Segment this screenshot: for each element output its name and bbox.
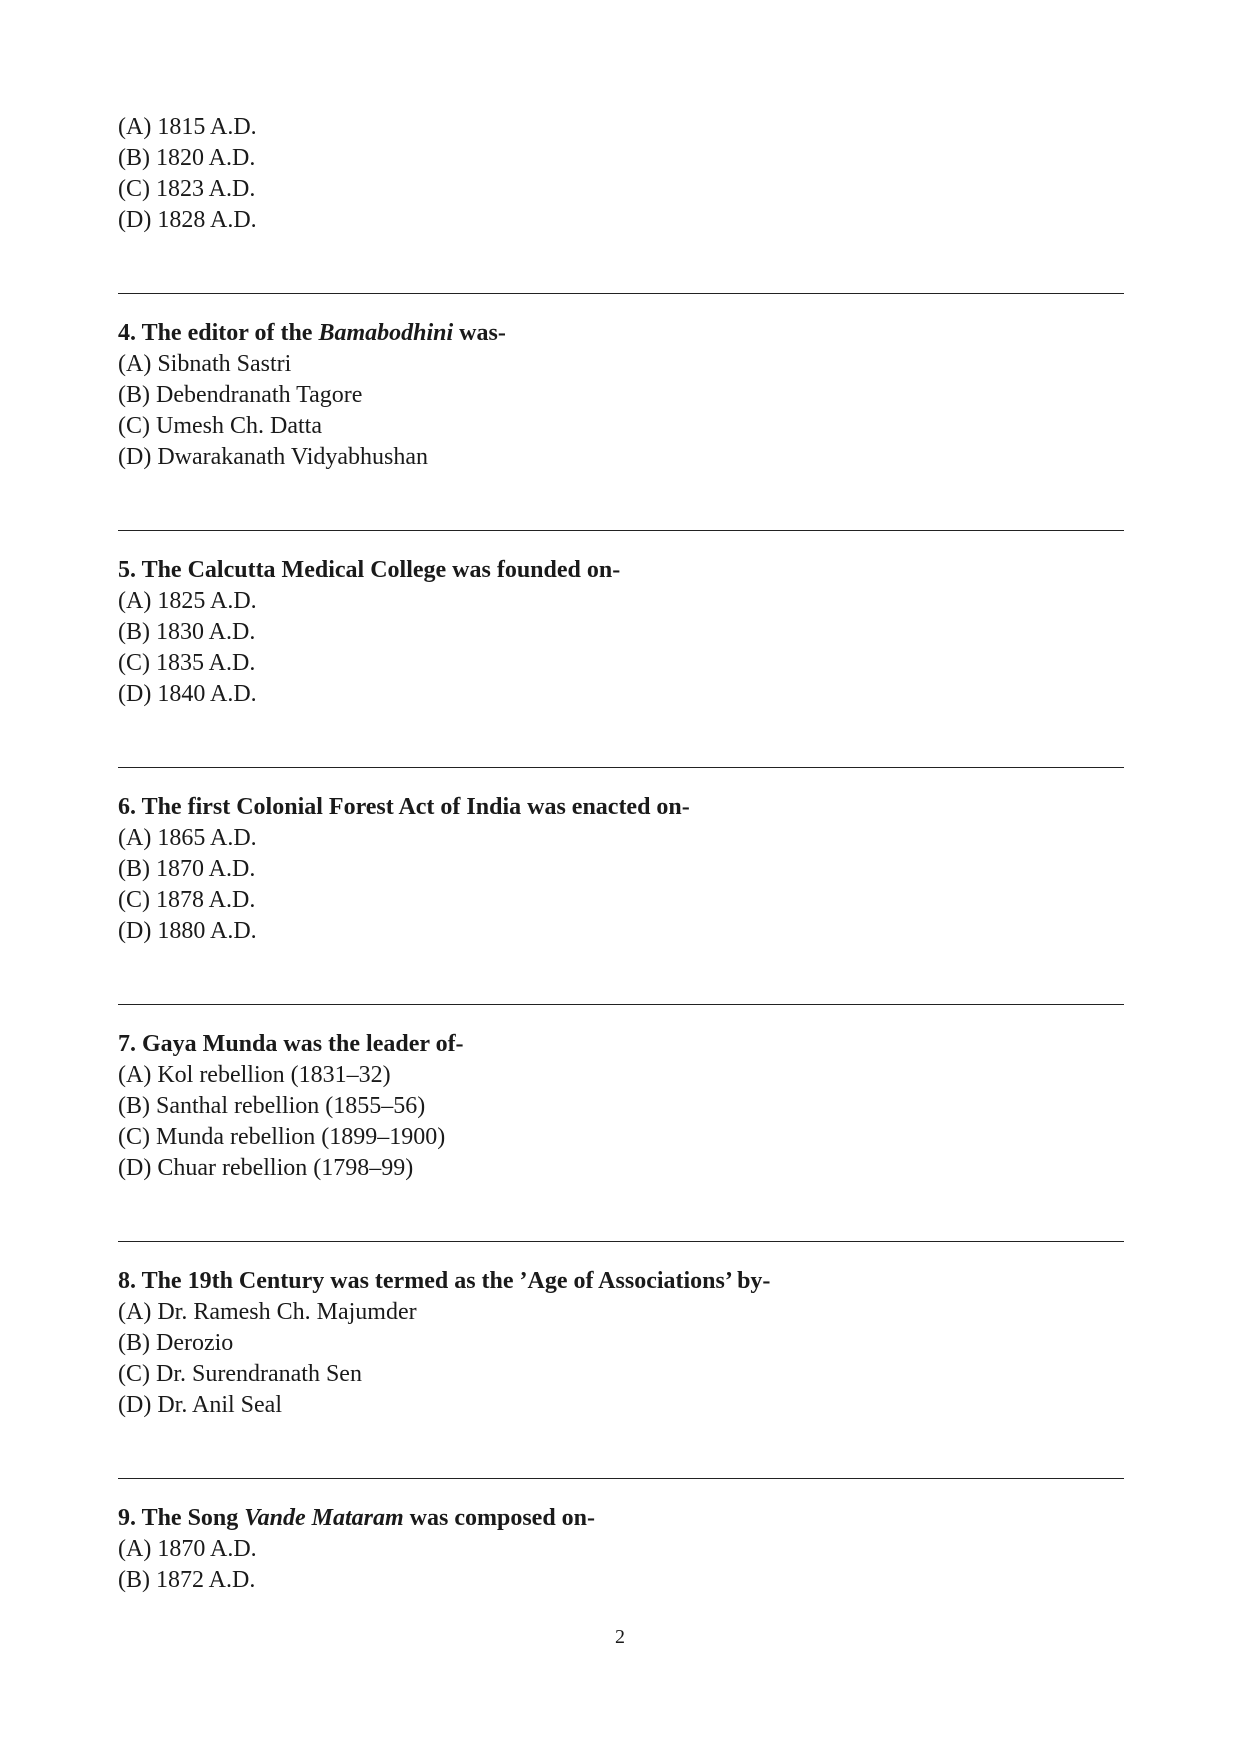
- option-a: (A) 1815 A.D.: [118, 114, 257, 140]
- option-d: (D) 1880 A.D.: [118, 918, 257, 944]
- option-d: (D) 1840 A.D.: [118, 681, 257, 707]
- question-3-options: [118, 112, 1124, 236]
- option-c: (C) 1835 A.D.: [118, 650, 256, 676]
- question-title: 7. Gaya Munda was the leader of-: [118, 1031, 464, 1057]
- option-d: (D) Chuar rebellion (1798–99): [118, 1155, 414, 1181]
- option-c: (C) Dr. Surendranath Sen: [118, 1361, 362, 1387]
- option-b: (B) Santhal rebellion (1855–56): [118, 1093, 426, 1119]
- question-9: [118, 1503, 1124, 1596]
- page-number: 2: [615, 1626, 625, 1648]
- option-b: (B) 1870 A.D.: [118, 856, 256, 882]
- question-8: [118, 1266, 1124, 1421]
- option-b: (B) 1872 A.D.: [118, 1567, 256, 1593]
- option-a: (A) 1865 A.D.: [118, 825, 257, 851]
- question-4: [118, 318, 1124, 473]
- option-d: (D) Dwarakanath Vidyabhushan: [118, 444, 429, 470]
- exam-page: [118, 112, 1124, 1596]
- option-c: (C) Umesh Ch. Datta: [118, 413, 322, 439]
- song-title: Vande Mataram: [244, 1505, 404, 1531]
- question-title: 6. The first Colonial Forest Act of India was enacted on-: [118, 794, 690, 820]
- option-a: (A) 1870 A.D.: [118, 1536, 257, 1562]
- option-b: (B) 1820 A.D.: [118, 145, 256, 171]
- option-b: (B) 1830 A.D.: [118, 619, 256, 645]
- option-a: (A) 1825 A.D.: [118, 588, 257, 614]
- option-c: (C) Munda rebellion (1899–1900): [118, 1124, 446, 1150]
- question-title: 9. The Song Vande Mataram was composed on-: [118, 1505, 595, 1531]
- option-a: (A) Dr. Ramesh Ch. Majumder: [118, 1299, 417, 1325]
- option-b: (B) Debendranath Tagore: [118, 382, 363, 408]
- question-7: [118, 1029, 1124, 1184]
- option-a: (A) Kol rebellion (1831–32): [118, 1062, 391, 1088]
- option-c: (C) 1878 A.D.: [118, 887, 256, 913]
- question-title: 4. The editor of the Bamabodhini was-: [118, 320, 506, 346]
- option-a: (A) Sibnath Sastri: [118, 351, 292, 377]
- option-c: (C) 1823 A.D.: [118, 176, 256, 202]
- option-d: (D) 1828 A.D.: [118, 207, 257, 233]
- question-6: [118, 792, 1124, 947]
- publication-title: Bamabodhini: [318, 320, 454, 346]
- option-d: (D) Dr. Anil Seal: [118, 1392, 282, 1418]
- question-title: 8. The 19th Century was termed as the ’Age of Associations’ by-: [118, 1268, 771, 1294]
- question-title: 5. The Calcutta Medical College was founded on-: [118, 557, 621, 583]
- option-b: (B) Derozio: [118, 1330, 234, 1356]
- question-5: [118, 555, 1124, 710]
